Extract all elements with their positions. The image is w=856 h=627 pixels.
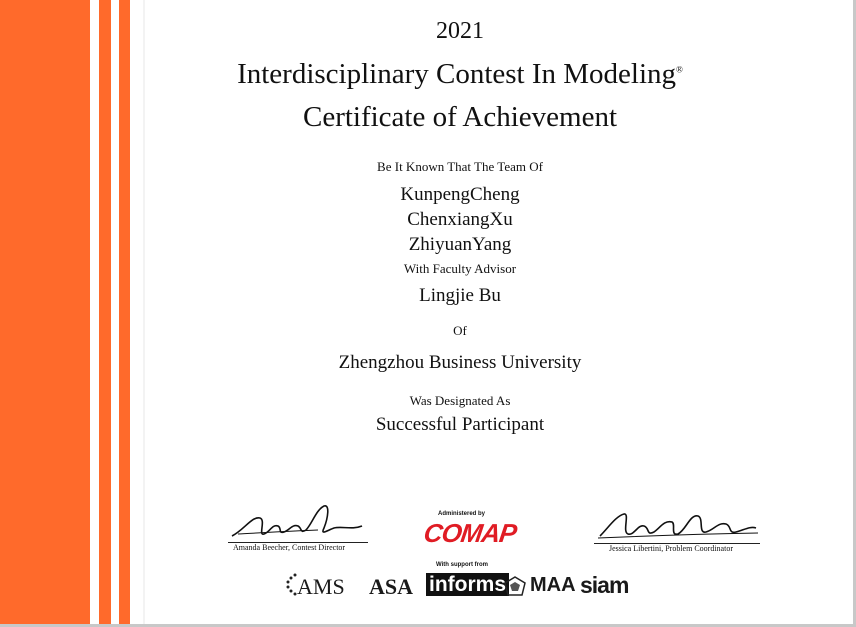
informs-wordmark: informs [426, 573, 509, 596]
coordinator-signature [594, 508, 760, 544]
certificate-title: Certificate of Achievement [302, 101, 618, 133]
maa-logo: MAA [530, 574, 576, 596]
decorative-stripes [0, 0, 140, 627]
administered-by-label: Administered by [438, 511, 486, 517]
asa-logo: ASA [369, 574, 414, 599]
intro-label: Be It Known That The Team Of [377, 159, 543, 174]
team-member: ChenxiangXu [407, 209, 513, 230]
informs-logo [426, 573, 509, 597]
comap-logo: COMAP [421, 518, 518, 548]
director-signature [228, 500, 368, 544]
coordinator-name: Jessica Libertini, Problem Coordinator [609, 544, 733, 553]
contest-title [60, 58, 856, 91]
with-support-label: With support from [436, 562, 488, 568]
designation-label: Was Designated As [409, 393, 511, 408]
designation: Successful Participant [375, 414, 545, 435]
maa-polyhedron-icon [504, 576, 526, 596]
certificate-year: 2021 [436, 18, 484, 44]
contest-name: Interdisciplinary Contest In Modeling [237, 58, 677, 90]
director-name: Amanda Beecher, Contest Director [233, 543, 346, 552]
siam-logo: siam [580, 572, 629, 598]
team-member: KunpengCheng [400, 184, 520, 205]
faculty-advisor: Lingjie Bu [419, 285, 501, 306]
ams-logo: AMS [297, 574, 345, 599]
institution-name: Zhengzhou Business University [338, 352, 582, 373]
advisor-label: With Faculty Advisor [403, 261, 517, 276]
registered-mark: ® [676, 64, 683, 75]
page-divider [143, 0, 145, 627]
of-label: Of [453, 323, 467, 338]
team-member: ZhiyuanYang [408, 234, 512, 255]
